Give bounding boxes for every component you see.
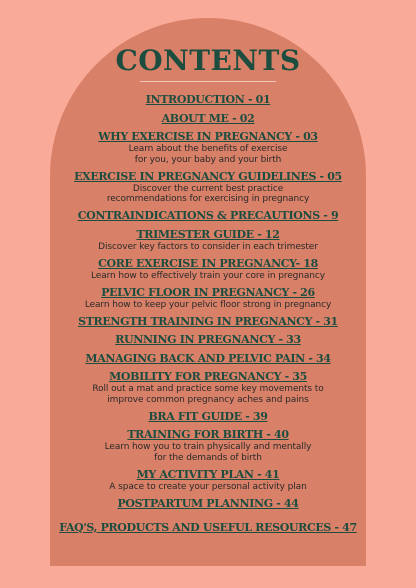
toc-entry[interactable] [58, 410, 358, 424]
description-line: Learn about the benefits of exercise [128, 144, 288, 154]
toc-entry-description [58, 300, 358, 311]
toc-entry-heading[interactable]: CORE EXERCISE IN PREGNANCY- 18 [98, 256, 318, 270]
description-line: for you, your baby and your birth [134, 154, 282, 165]
toc-entry-heading[interactable]: MY ACTIVITY PLAN - 41 [136, 467, 280, 481]
toc-entry-heading[interactable]: INTRODUCTION - 01 [145, 93, 271, 106]
toc-entry-heading[interactable]: MANAGING BACK AND PELVIC PAIN - 34 [85, 351, 331, 365]
toc-entry-heading[interactable]: WHY EXERCISE IN PREGNANCY - 03 [98, 130, 318, 143]
toc-entry[interactable] [58, 468, 358, 493]
page-title: CONTENTS [115, 44, 301, 77]
toc-entry-description [58, 271, 358, 282]
description-line: Learn how to keep your pelvic floor strong in pregnancy [84, 299, 332, 310]
toc-entry-heading[interactable]: MOBILITY FOR PREGNANCY - 35 [109, 370, 307, 383]
description-line: Learn how to effectively train your core in pregnancy [91, 270, 325, 281]
toc-entry[interactable] [58, 315, 358, 329]
toc-entry[interactable] [58, 497, 358, 511]
description-line: recommendations for exercising in pregnancy [106, 194, 310, 204]
toc-entry-heading[interactable]: CONTRAINDICATIONS & PRECAUTIONS - 9 [77, 209, 339, 222]
toc-entry[interactable] [58, 333, 358, 347]
toc-entry-description [58, 442, 358, 463]
description-line: Roll out a mat and practice some key movements to [92, 384, 324, 394]
toc-entry[interactable] [58, 370, 358, 405]
toc-entry-description [58, 482, 358, 493]
toc-entry[interactable] [58, 130, 358, 165]
toc-entry[interactable] [58, 209, 358, 223]
toc-entry[interactable] [58, 257, 358, 282]
toc-entry-heading[interactable]: EXERCISE IN PREGNANCY GUIDELINES - 05 [74, 169, 342, 183]
description-line: for the demands of birth [154, 452, 262, 463]
toc-entry-heading[interactable]: TRIMESTER GUIDE - 12 [136, 227, 280, 241]
toc-entry-heading[interactable]: PELVIC FLOOR IN PREGNANCY - 26 [101, 285, 315, 299]
table-of-contents [58, 93, 358, 539]
toc-entry-heading[interactable]: RUNNING IN PREGNANCY - 33 [115, 333, 301, 346]
description-line: Learn how you to train physically and mentally [104, 442, 312, 452]
toc-entry-description [58, 384, 358, 405]
toc-entry[interactable] [58, 93, 358, 107]
description-line: Discover key factors to consider in each trimester [98, 241, 318, 252]
toc-entry[interactable] [58, 521, 358, 535]
title-divider [140, 81, 276, 82]
toc-entry[interactable] [58, 428, 358, 463]
toc-entry-description [58, 144, 358, 165]
toc-entry[interactable] [58, 170, 358, 205]
toc-entry-heading[interactable]: FAQ'S, PRODUCTS AND USEFUL RESOURCES - 47 [59, 520, 357, 534]
toc-entry[interactable] [58, 286, 358, 311]
description-line: Discover the current best practice [132, 183, 284, 194]
toc-entry-heading[interactable]: BRA FIT GUIDE - 39 [148, 409, 268, 423]
toc-entry[interactable] [58, 352, 358, 366]
toc-entry-heading[interactable]: TRAINING FOR BIRTH - 40 [127, 428, 289, 441]
description-line: improve common pregnancy aches and pains [107, 394, 309, 405]
toc-entry[interactable] [58, 228, 358, 253]
toc-entry-heading[interactable]: ABOUT ME - 02 [161, 111, 255, 125]
toc-entry-description [58, 242, 358, 253]
toc-entry-heading[interactable]: STRENGTH TRAINING IN PREGNANCY - 31 [78, 314, 338, 328]
description-line: A space to create your personal activity plan [109, 481, 307, 492]
toc-entry[interactable] [58, 112, 358, 126]
toc-entry-heading[interactable]: POSTPARTUM PLANNING - 44 [117, 496, 299, 510]
toc-entry-description [58, 184, 358, 205]
